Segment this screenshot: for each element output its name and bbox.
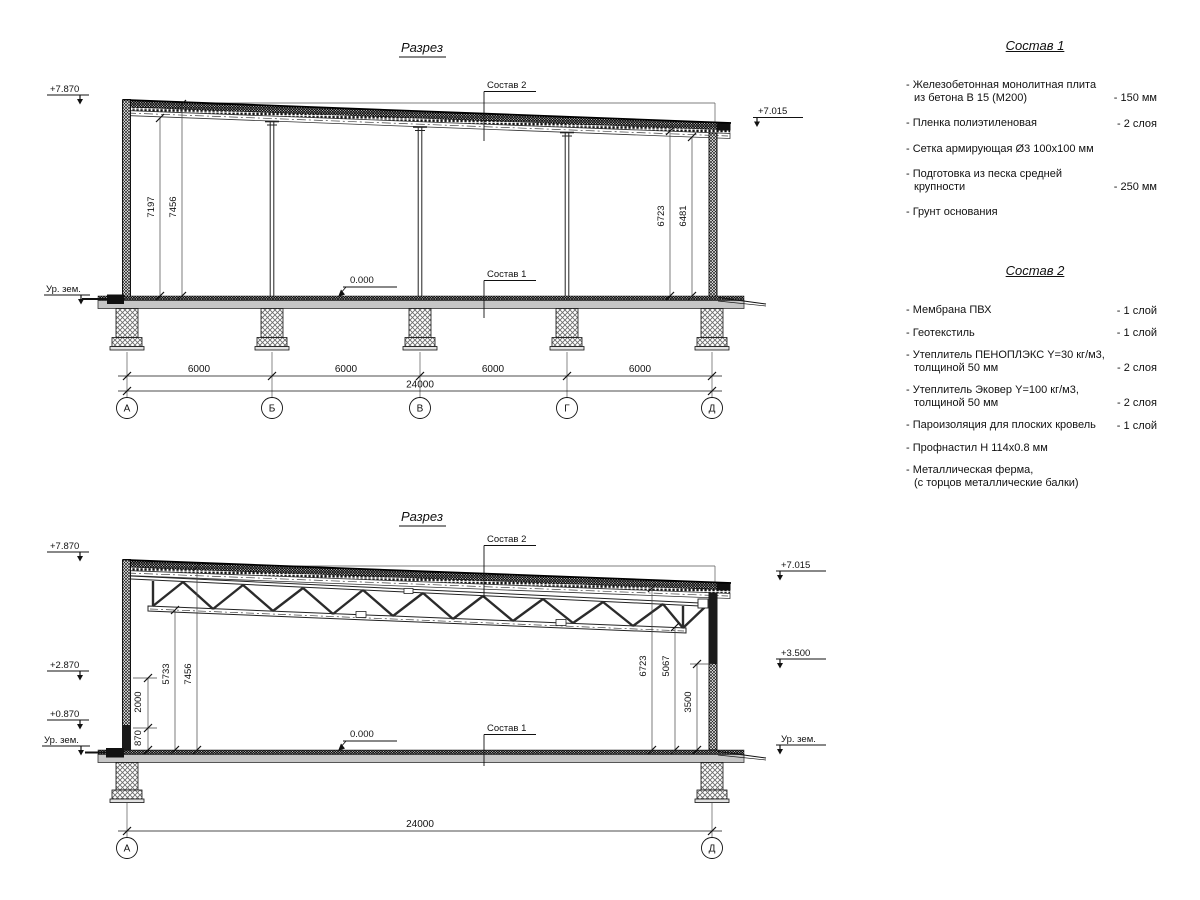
foundations: [110, 309, 729, 351]
dim-7456: 7456: [168, 196, 179, 218]
dim-2000: 2000: [133, 691, 144, 713]
wall-right: [709, 133, 717, 298]
span-gd: 6000: [628, 364, 652, 375]
axis-d: Д: [708, 843, 716, 855]
horizontal-dimensions: [118, 803, 722, 837]
list-item: - Утеплитель ПЕНОПЛЭКС Y=30 кг/м3, толщиной 50 мм - 2 слоя: [906, 349, 1157, 374]
svg-text:+7.015: +7.015: [781, 560, 811, 571]
elevation-mark-ground-left: [42, 735, 90, 756]
truss-bottom-chord: [148, 606, 686, 633]
wall-left: [123, 560, 131, 750]
elevation-mark-left-top: [47, 84, 89, 105]
interior-columns: [265, 122, 574, 297]
roof: [123, 99, 732, 139]
truss-end-plate: [698, 599, 708, 608]
dim-3500: 3500: [683, 691, 694, 713]
svg-text:Ур. зем.: Ур. зем.: [781, 734, 816, 745]
dim-6723: 6723: [638, 655, 649, 677]
floor-slab: [82, 295, 766, 309]
svg-text:+7.870: +7.870: [50, 84, 80, 95]
span-bv: 6000: [334, 364, 358, 375]
foundations: [110, 763, 729, 803]
svg-text:0.000: 0.000: [350, 275, 374, 286]
elevation-mark-right-mid: [776, 648, 826, 669]
list-item: - Геотекстиль - 1 слой: [906, 326, 1157, 339]
dim-6723: 6723: [656, 205, 667, 227]
dim-7197: 7197: [146, 196, 157, 218]
composition2-panel: [895, 263, 1175, 499]
wall-right-top: [709, 593, 717, 664]
elevation-mark-left-low: [47, 709, 89, 730]
wall-left-base: [123, 725, 131, 750]
elevation-mark-ground-right: [776, 734, 826, 755]
svg-text:Состав 1: Состав 1: [487, 723, 527, 734]
zero-level-mark: [338, 729, 397, 751]
svg-text:Ур. зем.: Ур. зем.: [44, 735, 79, 746]
svg-text:+3.500: +3.500: [781, 648, 811, 659]
svg-text:Ур. зем.: Ур. зем.: [46, 284, 81, 295]
axis-bubbles: [117, 838, 723, 859]
elevation-mark-ground-left: [44, 284, 90, 305]
list-item: - Пароизоляция для плоских кровель - 1 слой: [906, 419, 1157, 432]
axis-d: Д: [708, 403, 716, 415]
leader-sostav2: [484, 80, 536, 141]
zero-level-mark: [338, 275, 397, 297]
list-item: - Металлическая ферма, (с торцов металлические балки): [906, 464, 1079, 489]
floor-slab: [85, 748, 766, 763]
svg-text:+7.870: +7.870: [50, 541, 80, 552]
dim-total: 24000: [406, 379, 434, 391]
span-ab: 6000: [187, 364, 211, 375]
list-item: - Грунт основания: [906, 206, 998, 218]
svg-text:Состав 2: Состав 2: [487, 80, 527, 91]
section2-title: Разрез: [400, 509, 444, 524]
list-item: - Мембрана ПВХ - 1 слой: [906, 304, 1157, 317]
dim-5733: 5733: [161, 663, 172, 685]
section2-drawing: [42, 509, 826, 859]
dim-7456: 7456: [183, 663, 194, 685]
roof-edge-cap-right: [717, 124, 731, 131]
axis-a: А: [123, 403, 131, 415]
elevation-mark-right-top: [753, 106, 803, 127]
list-item: - Сетка армирующая Ø3 100х100 мм: [906, 142, 1094, 155]
axis-a: А: [123, 843, 131, 855]
svg-text:+0.870: +0.870: [50, 709, 80, 720]
leader-sostav1: [484, 269, 536, 318]
horizontal-dimensions: [118, 352, 722, 397]
elevation-mark-right-top: [776, 560, 826, 581]
axis-b: Б: [268, 403, 276, 415]
dim-870: 870: [133, 730, 144, 746]
axis-g: Г: [564, 403, 570, 415]
svg-text:0.000: 0.000: [350, 729, 374, 740]
elevation-mark-left-top: [47, 541, 89, 562]
section1-drawing: [44, 40, 803, 419]
elevation-mark-left-mid: [47, 660, 89, 681]
list-item: - Утеплитель Эковер Y=100 кг/м3, толщиной 50 мм - 2 слоя: [906, 384, 1157, 409]
wall-left: [123, 100, 131, 298]
list-item: - Железобетонная монолитная плита из бетона В 15 (М200) - 150 мм: [906, 79, 1157, 104]
span-vg: 6000: [481, 364, 505, 375]
svg-text:Состав 1: Состав 1: [487, 269, 527, 280]
axis-bubbles: [117, 398, 723, 419]
axis-v: В: [416, 403, 424, 415]
svg-text:Состав 2: Состав 2: [487, 534, 527, 545]
dim-total: 24000: [406, 819, 434, 830]
composition2-title: Состав 2: [1005, 263, 1065, 278]
roof-edge-cap-right: [717, 584, 731, 591]
composition1-title: Состав 1: [1005, 38, 1065, 53]
list-item: - Пленка полиэтиленовая - 2 слоя: [906, 117, 1157, 130]
list-item: - Подготовка из песка средней крупности - 250 мм: [906, 168, 1157, 193]
svg-text:+2.870: +2.870: [50, 660, 80, 671]
list-item: - Профнастил Н 114х0.8 мм: [906, 441, 1048, 454]
dim-6481: 6481: [678, 205, 689, 227]
dim-5067: 5067: [661, 655, 672, 677]
section1-title: Разрез: [400, 40, 444, 55]
composition1-panel: [895, 38, 1175, 232]
svg-text:+7.015: +7.015: [758, 106, 788, 117]
